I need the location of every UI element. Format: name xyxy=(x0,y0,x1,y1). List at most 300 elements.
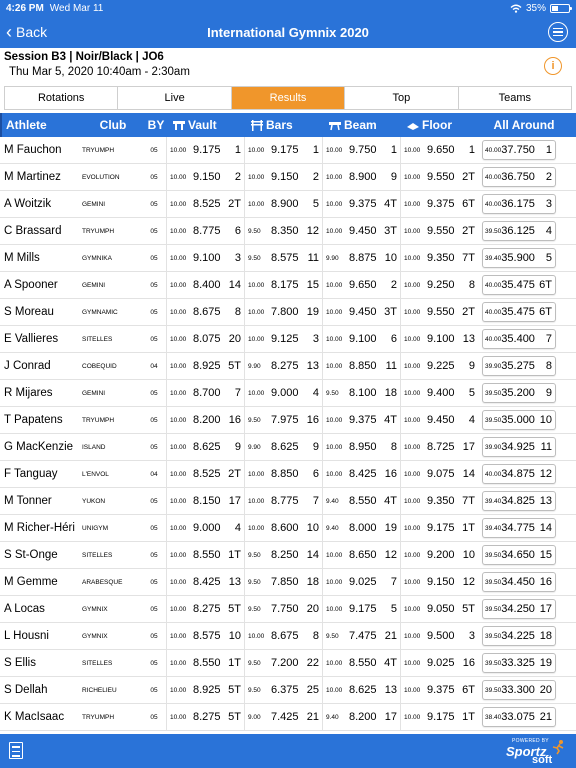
floor-rank: 1 xyxy=(468,144,475,156)
aa-rank: 20 xyxy=(539,684,552,696)
beam-start-value: 9.40 xyxy=(326,713,339,721)
all-around-cell xyxy=(478,191,566,217)
athlete-name[interactable]: K MacIsaac xyxy=(4,711,65,723)
athlete-name[interactable]: M Tonner xyxy=(4,495,52,507)
table-header xyxy=(0,113,576,137)
bars-score-cell xyxy=(244,488,322,514)
back-button[interactable] xyxy=(6,16,47,48)
aa-score: 34.825 xyxy=(501,495,535,507)
all-around-cell xyxy=(478,326,566,352)
beam-score: 8.900 xyxy=(349,171,377,183)
bars-score-cell xyxy=(244,326,322,352)
vault-start-value: 10.00 xyxy=(170,659,187,667)
vault-score: 8.275 xyxy=(193,603,221,615)
floor-rank: 5T xyxy=(462,603,475,615)
beam-score-cell xyxy=(322,245,400,271)
beam-rank: 8 xyxy=(390,441,397,453)
beam-start-value: 10.00 xyxy=(326,605,343,613)
athlete-name[interactable]: E Vallieres xyxy=(4,333,59,345)
bars-rank: 3 xyxy=(312,333,319,345)
bars-start-value: 10.00 xyxy=(248,173,265,181)
table-row[interactable] xyxy=(0,569,576,596)
beam-score-cell xyxy=(322,137,400,163)
vault-score-cell xyxy=(166,164,244,190)
aa-rank: 6T xyxy=(539,306,552,318)
club-name: SITELLES xyxy=(82,659,113,667)
beam-start-value: 10.00 xyxy=(326,200,343,208)
aa-start-value: 39.40 xyxy=(485,254,502,262)
all-around-box xyxy=(482,572,556,592)
bars-rank: 12 xyxy=(306,225,319,237)
athlete-name[interactable]: M Martinez xyxy=(4,171,61,183)
floor-score-cell xyxy=(400,515,478,541)
bars-score-cell xyxy=(244,299,322,325)
beam-rank: 4T xyxy=(384,198,397,210)
birth-year: 05 xyxy=(150,659,158,667)
bars-score: 7.200 xyxy=(271,657,299,669)
floor-rank: 6T xyxy=(462,198,475,210)
table-row[interactable] xyxy=(0,434,576,461)
aa-start-value: 40.00 xyxy=(485,308,502,316)
bars-rank: 13 xyxy=(306,360,319,372)
club-name: SITELLES xyxy=(82,335,113,343)
athlete-name[interactable]: M Fauchon xyxy=(4,144,62,156)
floor-start-value: 10.00 xyxy=(404,416,421,424)
table-row[interactable] xyxy=(0,623,576,650)
header-all-around[interactable]: All Around xyxy=(493,118,555,132)
club-name: GYMNIKA xyxy=(82,254,112,262)
vault-rank: 1T xyxy=(228,657,241,669)
athlete-name[interactable]: A Woitzik xyxy=(4,198,52,210)
vault-start-value: 10.00 xyxy=(170,605,187,613)
floor-score-cell xyxy=(400,542,478,568)
tab-results[interactable]: Results xyxy=(232,87,345,109)
page-title: International Gymnix 2020 xyxy=(207,24,369,40)
table-row[interactable] xyxy=(0,137,576,164)
athlete-name[interactable]: L Housni xyxy=(4,630,49,642)
beam-score-cell xyxy=(322,191,400,217)
all-around-box xyxy=(482,248,556,268)
club-name: YUKON xyxy=(82,497,106,505)
vault-score: 9.150 xyxy=(193,171,221,183)
bars-rank: 21 xyxy=(306,711,319,723)
beam-score: 8.100 xyxy=(349,387,377,399)
club-name: GEMINI xyxy=(82,389,106,397)
aa-score: 35.900 xyxy=(501,252,535,264)
vault-score: 8.925 xyxy=(193,684,221,696)
floor-score: 9.175 xyxy=(427,522,455,534)
aa-start-value: 39.50 xyxy=(485,389,502,397)
floor-rank: 2T xyxy=(462,171,475,183)
athlete-name[interactable]: G MacKenzie xyxy=(4,441,74,453)
table-row[interactable] xyxy=(0,299,576,326)
vault-start-value: 10.00 xyxy=(170,173,187,181)
table-row[interactable] xyxy=(0,245,576,272)
athlete-name[interactable]: J Conrad xyxy=(4,360,51,372)
floor-score: 9.025 xyxy=(427,657,455,669)
vault-score-cell xyxy=(166,218,244,244)
beam-start-value: 9.50 xyxy=(326,389,339,397)
birth-year: 05 xyxy=(150,686,158,694)
athlete-name[interactable]: A Spooner xyxy=(4,279,58,291)
floor-start-value: 10.00 xyxy=(404,659,421,667)
aa-score: 35.200 xyxy=(501,387,535,399)
all-around-cell xyxy=(478,407,566,433)
bars-start-value: 10.00 xyxy=(248,281,265,289)
bars-icon xyxy=(250,119,264,131)
tab-teams[interactable]: Teams xyxy=(459,87,571,109)
bars-rank: 25 xyxy=(306,684,319,696)
beam-start-value: 10.00 xyxy=(326,470,343,478)
vault-score: 9.100 xyxy=(193,252,221,264)
birth-year: 05 xyxy=(150,497,158,505)
bars-rank: 8 xyxy=(312,630,319,642)
aa-start-value: 40.00 xyxy=(485,200,502,208)
nav-bar xyxy=(0,16,576,48)
all-around-cell xyxy=(478,542,566,568)
beam-score: 8.550 xyxy=(349,495,377,507)
floor-score-cell xyxy=(400,434,478,460)
beam-start-value: 9.50 xyxy=(326,632,339,640)
vault-rank: 1 xyxy=(234,144,241,156)
vault-start-value: 10.00 xyxy=(170,470,187,478)
beam-score: 9.175 xyxy=(349,603,377,615)
floor-score-cell xyxy=(400,623,478,649)
floor-score: 9.375 xyxy=(427,198,455,210)
vault-start-value: 10.00 xyxy=(170,578,187,586)
info-icon[interactable]: i xyxy=(544,57,562,75)
beam-start-value: 10.00 xyxy=(326,551,343,559)
bars-rank: 15 xyxy=(306,279,319,291)
all-around-box xyxy=(482,680,556,700)
vault-rank: 3 xyxy=(234,252,241,264)
vault-start-value: 10.00 xyxy=(170,551,187,559)
club-name: SITELLES xyxy=(82,551,113,559)
all-around-cell xyxy=(478,704,566,730)
header-bars[interactable] xyxy=(246,113,324,137)
floor-start-value: 10.00 xyxy=(404,632,421,640)
all-around-cell xyxy=(478,380,566,406)
vault-start-value: 10.00 xyxy=(170,146,187,154)
floor-rank: 16 xyxy=(462,657,475,669)
birth-year: 05 xyxy=(150,389,158,397)
beam-start-value: 10.00 xyxy=(326,443,343,451)
bars-score: 7.750 xyxy=(271,603,299,615)
aa-start-value: 39.90 xyxy=(485,362,502,370)
bars-start-value: 10.00 xyxy=(248,335,265,343)
birth-year: 05 xyxy=(150,443,158,451)
floor-start-value: 10.00 xyxy=(404,524,421,532)
aa-rank: 12 xyxy=(539,468,552,480)
vault-score: 9.000 xyxy=(193,522,221,534)
all-around-cell xyxy=(478,650,566,676)
aa-start-value: 39.40 xyxy=(485,524,502,532)
table-row[interactable] xyxy=(0,380,576,407)
floor-rank: 12 xyxy=(462,576,475,588)
beam-score: 9.750 xyxy=(349,144,377,156)
beam-start-value: 10.00 xyxy=(326,659,343,667)
floor-score: 9.550 xyxy=(427,225,455,237)
all-around-cell xyxy=(478,137,566,163)
vault-score: 8.775 xyxy=(193,225,221,237)
table-row[interactable] xyxy=(0,704,576,731)
aa-score: 36.750 xyxy=(501,171,535,183)
beam-score: 9.450 xyxy=(349,225,377,237)
all-around-box xyxy=(482,302,556,322)
bars-rank: 6 xyxy=(312,468,319,480)
header-floor[interactable] xyxy=(402,113,480,137)
aa-rank: 8 xyxy=(545,360,552,372)
bars-start-value: 9.50 xyxy=(248,686,261,694)
beam-rank: 4T xyxy=(384,414,397,426)
athlete-name[interactable]: S St-Onge xyxy=(4,549,58,561)
floor-rank: 3 xyxy=(468,630,475,642)
club-name: TRYUMPH xyxy=(82,713,115,721)
aa-start-value: 40.00 xyxy=(485,335,502,343)
birth-year: 05 xyxy=(150,605,158,613)
athlete-name[interactable]: C Brassard xyxy=(4,225,62,237)
vault-start-value: 10.00 xyxy=(170,686,187,694)
bars-rank: 9 xyxy=(312,441,319,453)
aa-start-value: 39.90 xyxy=(485,443,502,451)
aa-score: 33.300 xyxy=(501,684,535,696)
vault-start-value: 10.00 xyxy=(170,443,187,451)
floor-score-cell xyxy=(400,704,478,730)
vault-rank: 5T xyxy=(228,711,241,723)
beam-score-cell xyxy=(322,380,400,406)
beam-start-value: 10.00 xyxy=(326,173,343,181)
birth-year: 05 xyxy=(150,524,158,532)
all-around-cell xyxy=(478,488,566,514)
menu-icon[interactable] xyxy=(548,22,568,42)
bars-score: 7.850 xyxy=(271,576,299,588)
bars-rank: 14 xyxy=(306,549,319,561)
aa-rank: 15 xyxy=(539,549,552,561)
bars-start-value: 9.50 xyxy=(248,605,261,613)
bars-score-cell xyxy=(244,353,322,379)
vault-rank: 5T xyxy=(228,684,241,696)
beam-start-value: 10.00 xyxy=(326,308,343,316)
logo-brand-bottom: soft xyxy=(532,754,553,766)
table-row[interactable] xyxy=(0,191,576,218)
bars-rank: 2 xyxy=(312,171,319,183)
bars-score: 9.150 xyxy=(271,171,299,183)
table-row[interactable] xyxy=(0,164,576,191)
aa-score: 34.925 xyxy=(501,441,535,453)
floor-score: 9.150 xyxy=(427,576,455,588)
all-around-cell xyxy=(478,353,566,379)
beam-rank: 9 xyxy=(390,171,397,183)
birth-year: 05 xyxy=(150,200,158,208)
header-vault[interactable] xyxy=(168,113,246,137)
aa-start-value: 40.00 xyxy=(485,146,502,154)
aa-score: 35.000 xyxy=(501,414,535,426)
vault-score-cell xyxy=(166,623,244,649)
club-name: TRYUMPH xyxy=(82,146,115,154)
table-row[interactable] xyxy=(0,218,576,245)
all-around-box xyxy=(482,626,556,646)
all-around-cell xyxy=(478,515,566,541)
bars-score-cell xyxy=(244,137,322,163)
bars-score-cell xyxy=(244,542,322,568)
beam-start-value: 9.40 xyxy=(326,497,339,505)
bars-rank: 19 xyxy=(306,306,319,318)
document-icon[interactable] xyxy=(9,742,23,759)
table-row[interactable] xyxy=(0,515,576,542)
aa-score: 34.875 xyxy=(501,468,535,480)
header-beam-label: Beam xyxy=(344,118,377,132)
birth-year: 05 xyxy=(150,335,158,343)
athlete-name[interactable]: F Tanguay xyxy=(4,468,58,480)
beam-score-cell xyxy=(322,353,400,379)
all-around-cell xyxy=(478,434,566,460)
battery-percent: 35% xyxy=(525,2,546,14)
aa-rank: 18 xyxy=(539,630,552,642)
beam-score-cell xyxy=(322,515,400,541)
beam-score: 7.475 xyxy=(349,630,377,642)
all-around-box xyxy=(482,491,556,511)
table-row[interactable] xyxy=(0,353,576,380)
aa-score: 36.125 xyxy=(501,225,535,237)
header-beam[interactable] xyxy=(324,113,402,137)
athlete-name[interactable]: M Gemme xyxy=(4,576,58,588)
beam-score: 8.875 xyxy=(349,252,377,264)
aa-rank: 4 xyxy=(545,225,552,237)
floor-start-value: 10.00 xyxy=(404,497,421,505)
vault-icon xyxy=(172,119,186,131)
table-row[interactable] xyxy=(0,488,576,515)
athlete-name[interactable]: T Papatens xyxy=(4,414,63,426)
floor-rank: 17 xyxy=(462,441,475,453)
vault-rank: 9 xyxy=(234,441,241,453)
bars-score-cell xyxy=(244,407,322,433)
table-row[interactable] xyxy=(0,407,576,434)
bars-score: 8.850 xyxy=(271,468,299,480)
header-floor-label: Floor xyxy=(422,118,452,132)
table-row[interactable] xyxy=(0,596,576,623)
floor-score: 9.250 xyxy=(427,279,455,291)
beam-rank: 18 xyxy=(384,387,397,399)
all-around-box xyxy=(482,518,556,538)
floor-score-cell xyxy=(400,596,478,622)
vault-score: 9.175 xyxy=(193,144,221,156)
aa-rank: 10 xyxy=(539,414,552,426)
athlete-name[interactable]: S Ellis xyxy=(4,657,36,669)
aa-score: 33.075 xyxy=(501,711,535,723)
aa-start-value: 38.40 xyxy=(485,713,502,721)
beam-rank: 12 xyxy=(384,549,397,561)
table-body[interactable] xyxy=(0,137,576,731)
vault-score-cell xyxy=(166,380,244,406)
vault-rank: 20 xyxy=(228,333,241,345)
club-name: TRYUMPH xyxy=(82,416,115,424)
table-row[interactable] xyxy=(0,650,576,677)
header-athlete[interactable]: Athlete xyxy=(6,118,47,132)
athlete-name[interactable]: M Mills xyxy=(4,252,40,264)
vault-score-cell xyxy=(166,650,244,676)
vault-score: 8.575 xyxy=(193,630,221,642)
birth-year: 05 xyxy=(150,146,158,154)
table-row[interactable] xyxy=(0,326,576,353)
tab-top[interactable]: Top xyxy=(345,87,458,109)
beam-score: 9.450 xyxy=(349,306,377,318)
floor-start-value: 10.00 xyxy=(404,362,421,370)
vault-rank: 14 xyxy=(228,279,241,291)
birth-year: 05 xyxy=(150,281,158,289)
vault-start-value: 10.00 xyxy=(170,497,187,505)
athlete-name[interactable]: R Mijares xyxy=(4,387,53,399)
all-around-box xyxy=(482,140,556,160)
birth-year: 05 xyxy=(150,308,158,316)
tab-rotations[interactable]: Rotations xyxy=(5,87,118,109)
sportzsoft-logo xyxy=(504,737,566,765)
tab-live[interactable]: Live xyxy=(118,87,231,109)
table-row[interactable] xyxy=(0,272,576,299)
bars-score: 8.575 xyxy=(271,252,299,264)
aa-rank: 7 xyxy=(545,333,552,345)
bars-score-cell xyxy=(244,650,322,676)
header-by[interactable]: BY xyxy=(147,118,165,132)
vault-score: 8.425 xyxy=(193,576,221,588)
beam-icon xyxy=(328,119,342,131)
bars-score-cell xyxy=(244,272,322,298)
vault-score: 8.550 xyxy=(193,549,221,561)
aa-score: 34.650 xyxy=(501,549,535,561)
vault-rank: 1T xyxy=(228,549,241,561)
floor-start-value: 10.00 xyxy=(404,146,421,154)
birth-year: 05 xyxy=(150,254,158,262)
vault-score-cell xyxy=(166,515,244,541)
aa-start-value: 40.00 xyxy=(485,173,502,181)
beam-score-cell xyxy=(322,407,400,433)
vault-start-value: 10.00 xyxy=(170,524,187,532)
athlete-name[interactable]: S Dellah xyxy=(4,684,48,696)
all-around-cell xyxy=(478,218,566,244)
header-club[interactable]: Club xyxy=(99,118,127,132)
vault-score-cell xyxy=(166,461,244,487)
beam-start-value: 10.00 xyxy=(326,686,343,694)
aa-rank: 11 xyxy=(540,441,552,453)
floor-score-cell xyxy=(400,461,478,487)
bars-start-value: 10.00 xyxy=(248,389,265,397)
birth-year: 05 xyxy=(150,416,158,424)
athlete-name[interactable]: M Richer-Héri xyxy=(4,522,75,534)
beam-score-cell xyxy=(322,677,400,703)
club-name: GEMINI xyxy=(82,281,106,289)
vault-score-cell xyxy=(166,596,244,622)
athlete-name[interactable]: S Moreau xyxy=(4,306,54,318)
status-time: 4:26 PM xyxy=(6,2,44,14)
aa-score: 34.250 xyxy=(501,603,535,615)
all-around-box xyxy=(482,167,556,187)
beam-score-cell xyxy=(322,704,400,730)
floor-rank: 2T xyxy=(462,306,475,318)
table-row[interactable] xyxy=(0,542,576,569)
beam-rank: 3T xyxy=(384,225,397,237)
vault-rank: 16 xyxy=(228,414,241,426)
all-around-box xyxy=(482,410,556,430)
beam-start-value: 10.00 xyxy=(326,335,343,343)
table-row[interactable] xyxy=(0,677,576,704)
athlete-name[interactable]: A Locas xyxy=(4,603,45,615)
table-row[interactable] xyxy=(0,461,576,488)
vault-rank: 8 xyxy=(234,306,241,318)
bars-score: 9.175 xyxy=(271,144,299,156)
bars-score-cell xyxy=(244,164,322,190)
vault-score: 8.700 xyxy=(193,387,221,399)
runner-icon xyxy=(550,739,566,755)
vault-score-cell xyxy=(166,353,244,379)
